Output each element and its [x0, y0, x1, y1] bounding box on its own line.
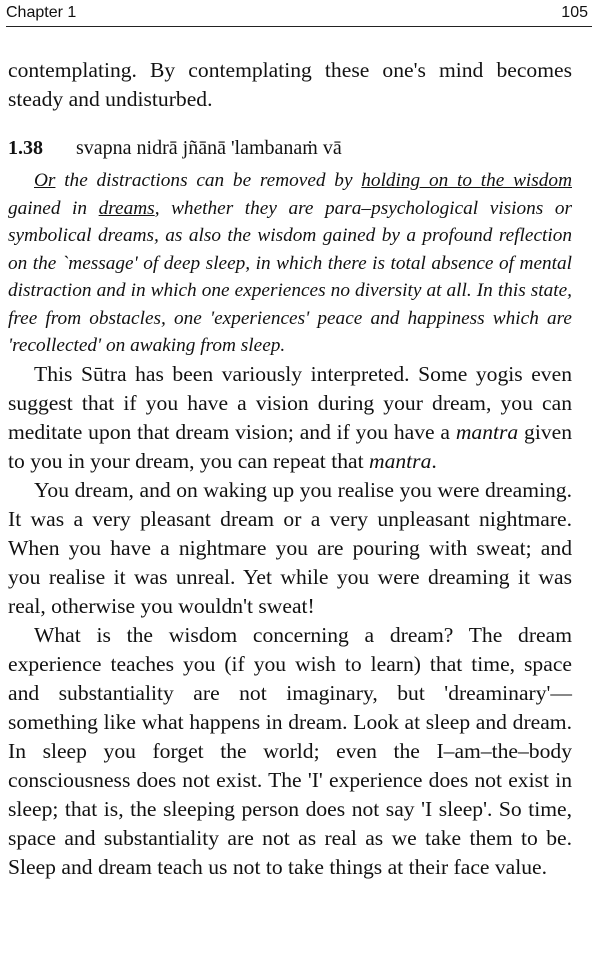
- para1-segment-1: This Sūtra has been variously interpreted. Some yogis even suggest that if you have a vision during your dream, you can meditate upon that dream vision; and if you have a: [8, 361, 572, 444]
- sutra-text: svapna nidrā jñānā 'lambanaṁ vā: [76, 137, 342, 159]
- gloss-segment-2: gained in: [8, 197, 99, 219]
- commentary-paragraph-1: [8, 360, 572, 476]
- gloss-or: Or: [34, 170, 56, 191]
- sutra-translation: [8, 167, 572, 360]
- commentary-paragraph-2: You dream, and on waking up you realise you were dreaming. It was a very pleasant dream or a very unpleasant nightmare. When you have a nightmare you are pouring with sweat; and you realise it was unreal. Yet while you were dreaming it was real, otherwise you wouldn't sweat!: [8, 477, 572, 618]
- page-body: [8, 56, 572, 882]
- para1-segment-3: .: [431, 448, 437, 473]
- chapter-label: Chapter 1: [6, 4, 77, 21]
- para1-mantra-1: mantra: [455, 419, 519, 444]
- gloss-segment-3: , whether they are para–psychological visions or symbolical dreams, as also the wisdom gained by a profound reflection on the `message' of deep sleep, in which there is total absence of mental distraction and in which one experiences no diversity at all. In this state, free from obstacles, one 'experiences' peace and happiness which are 'recollected' on awaking from sleep.: [8, 197, 572, 356]
- gloss-dreams: dreams: [98, 197, 155, 219]
- para1-mantra-2: mantra: [368, 448, 432, 473]
- sutra-heading: [8, 134, 572, 163]
- gloss-holding: holding on to the wisdom: [361, 170, 572, 191]
- para1-segment-2: given to you in your dream, you can repeat that: [8, 419, 572, 473]
- running-header: [6, 4, 592, 27]
- commentary-paragraph-3: What is the wisdom concerning a dream? The dream experience teaches you (if you wish to learn) that time, space and substantiality are not imaginary, but 'dreaminary'—something like what happens in dream. Look at sleep and dream. In sleep you forget the world; even the I–am–the–body consciousness does not exist. The 'I' experience does not exist in sleep; that is, the sleeping person does not say 'I sleep'. So time, space and substantiality are not as real as we take them to be. Sleep and dream teach us not to take things at their face value.: [8, 622, 572, 879]
- page-number: 105: [561, 4, 588, 21]
- intro-paragraph: contemplating. By contemplating these one's mind becomes steady and undisturbed.: [8, 58, 572, 111]
- gloss-segment-1: the distractions can be removed by: [55, 170, 362, 191]
- sutra-number: 1.38: [8, 137, 43, 159]
